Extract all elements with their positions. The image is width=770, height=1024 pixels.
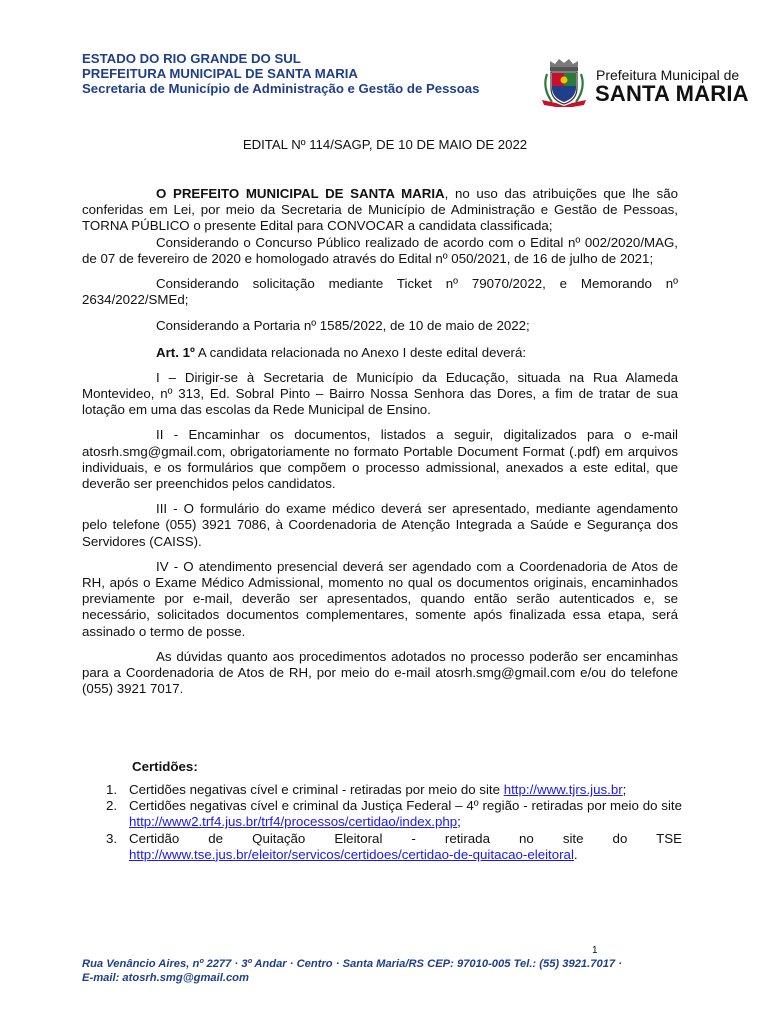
intro-text: , no uso das atribuições que lhe são conferidas em Lei, por meio da Secretaria de Município de Administração e Gestão de Pessoas, TORNA PÚBLICO o presente Edital para CONVOCAR a candidata classificada; xyxy=(82,186,678,234)
footer-address xyxy=(82,957,682,985)
paragraph-portaria: Considerando a Portaria nº 1585/2022, de 10 de maio de 2022; xyxy=(156,318,530,334)
paragraph-concurso: Considerando o Concurso Público realizado de acordo com o Edital nº 002/2020/MAG, de 07 de fevereiro de 2020 e homologado através do Edital nº 050/2021, de 16 de julho de 2021; xyxy=(82,234,678,266)
prefeito-label: O PREFEITO MUNICIPAL DE SANTA MARIA xyxy=(156,186,445,201)
list-item xyxy=(82,782,682,798)
header-state: ESTADO DO RIO GRANDE DO SUL xyxy=(82,51,301,66)
prefeitura-logo xyxy=(538,56,749,108)
trf4-link[interactable]: http://www2.trf4.jus.br/trf4/processos/certidao/index.php xyxy=(129,814,458,830)
item-i: I – Dirigir-se à Secretaria de Município da Educação, situada na Rua Alameda Montevideo, nº 313, Ed. Sobral Pinto – Bairro Nossa Senhora das Dores, a fim de tratar de sua lotação em uma das escolas da Rede Municipal de Ensino. xyxy=(82,369,678,418)
list-text: Certidões negativas cível e criminal - retiradas por meio do site xyxy=(129,782,504,797)
list-punct: ; xyxy=(622,782,627,797)
paragraph-intro xyxy=(82,186,678,235)
footer-line-email: E-mail: atosrh.smg@gmail.com xyxy=(82,972,249,985)
logo-text-santa-maria: SANTA MARIA xyxy=(595,81,749,106)
tjrs-link[interactable]: http://www.tjrs.jus.br xyxy=(503,782,623,797)
paragraph-ticket: Considerando solicitação mediante Ticket nº 79070/2022, e Memorando nº 2634/2022/SMEd; xyxy=(82,276,678,308)
item-iii: III - O formulário do exame médico deverá ser apresentado, mediante agendamento pelo telefone (055) 3921 7086, à Coordenadoria de Atenção Integrada a Saúde e Segurança dos Servidores (CAISS). xyxy=(82,501,678,549)
list-item xyxy=(82,831,682,863)
item-ii: II - Encaminhar os documentos, listados a seguir, digitalizados para o e-mail atosrh.smg@gmail.com, obrigatoriamente no formato Portable Document Format (.pdf) em arquivos individuais, e os formulários que compõem o processo admissional, anexados a este edital, que deverão ser preenchidos pelos candidatos. xyxy=(82,427,678,492)
list-punct: ; xyxy=(457,814,461,830)
certidoes-heading: Certidões: xyxy=(132,759,198,774)
letterhead xyxy=(82,51,522,96)
footer-line-address: Rua Venâncio Aires, nº 2277 · 3º Andar · Centro · Santa Maria/RS CEP: 97010-005 Tel.: (55) 3921.7017 · xyxy=(82,958,622,970)
header-prefeitura: PREFEITURA MUNICIPAL DE SANTA MARIA xyxy=(82,66,358,81)
page-number: 1 xyxy=(592,945,598,956)
logo-text-prefeitura: Prefeitura Municipal de xyxy=(596,67,740,83)
article-text: A candidata relacionada no Anexo I deste edital deverá: xyxy=(194,344,527,360)
document-body xyxy=(82,186,678,697)
article-label: Art. 1º xyxy=(156,344,195,360)
list-item xyxy=(82,798,682,830)
certidoes-list xyxy=(82,782,682,863)
coat-of-arms-icon xyxy=(538,56,590,108)
list-punct: . xyxy=(573,846,578,862)
list-number: 2. xyxy=(106,798,118,814)
header-secretaria: Secretaria de Município de Administração e Gestão de Pessoas xyxy=(82,81,480,96)
paragraph-duvidas: As dúvidas quanto aos procedimentos adotados no processo poderão ser encaminhas para a Coordenadoria de Atos de RH, por meio do e-mail atosrh.smg@gmail.com e/ou do telefone (055) 3921 7017. xyxy=(82,648,678,697)
tse-link[interactable]: http://www.tse.jus.br/eleitor/servicos/certidoes/certidao-de-quitacao-eleitoral xyxy=(129,846,574,862)
paragraph-article xyxy=(82,345,678,361)
item-iv: IV - O atendimento presencial deverá ser agendado com a Coordenadoria de Atos de RH, após o Exame Médico Admissional, momento no qual os documentos originais, encaminhados previamente por e-mail, deverão ser apresentados, quando então serão autenticados e, se necessário, solicitados documentos complementares, somente após finalizada essa etapa, será assinado o termo de posse. xyxy=(82,558,678,639)
list-text: Certidões negativas cível e criminal da Justiça Federal – 4º região - retiradas por meio do site xyxy=(129,798,682,814)
list-number: 3. xyxy=(106,830,118,846)
list-text: Certidão de Quitação Eleitoral - retirada no site do TSE xyxy=(129,830,682,846)
edital-title: EDITAL Nº 114/SAGP, DE 10 DE MAIO DE 2022 xyxy=(242,137,528,152)
list-number: 1. xyxy=(106,782,118,797)
